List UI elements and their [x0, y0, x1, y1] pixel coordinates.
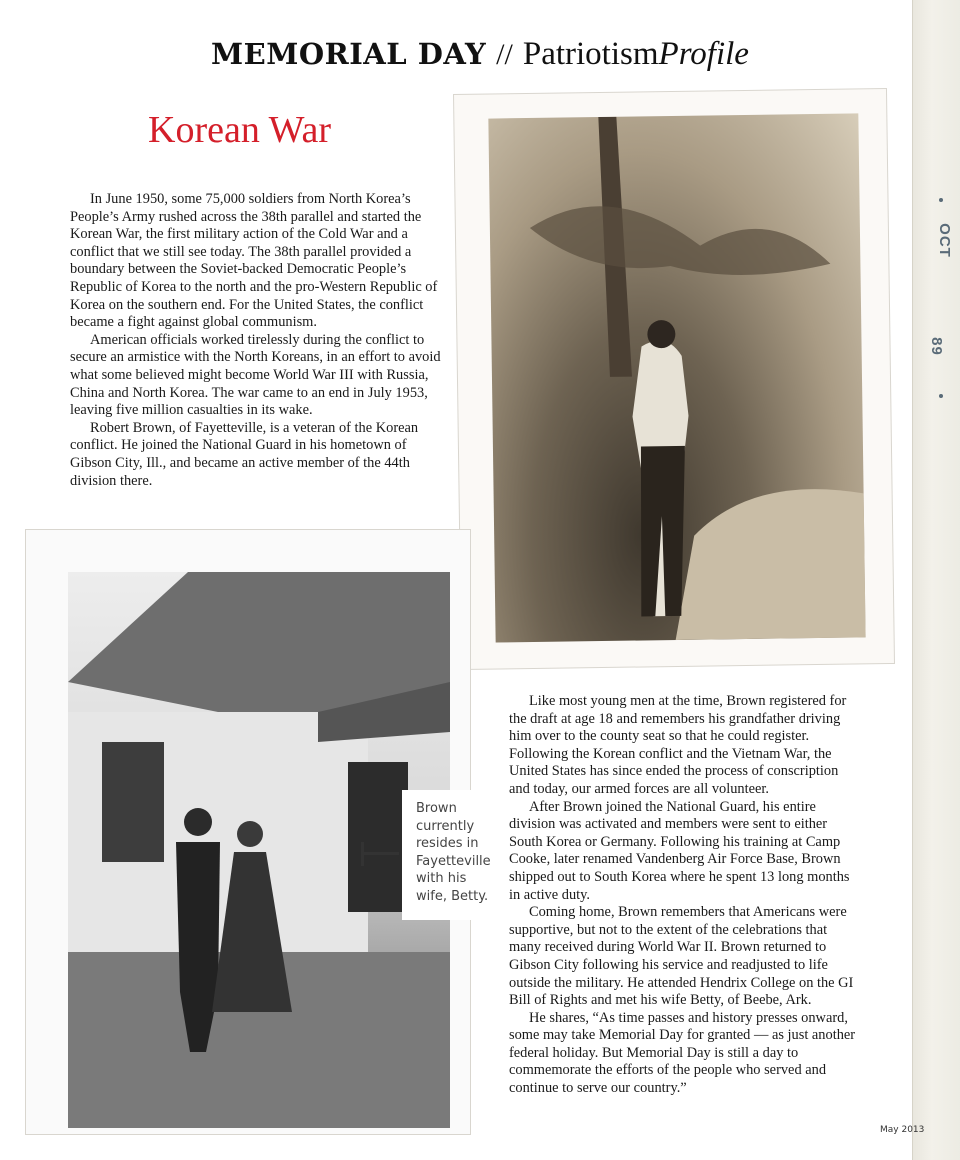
- body-paragraph: Like most young men at the time, Brown registered for the draft at age 18 and remembers his grandfather driving him over to the county seat so that he could register. Following the Korean conflict and the Vietnam War, the United States has since ended the process of conscription and today, our armed forces are all volunteer.: [509, 693, 847, 797]
- article-column-right: [509, 693, 857, 1098]
- edge-stamp-month: OCT: [935, 223, 953, 258]
- caption-pointer-line: [361, 852, 399, 855]
- body-paragraph: After Brown joined the National Guard, his entire division was activated and members were sent to either South Korea or Germany. Following his training at Camp Cooke, later renamed Vandenberg Air Force Base, Brown shipped out to South Korea where he spent 13 long months in active duty.: [509, 798, 850, 903]
- scrapbook-edge-strip: [912, 0, 960, 1160]
- series-label: Patriotism: [522, 36, 659, 72]
- photo-man-on-cliff: [454, 89, 894, 669]
- article-column-left: [70, 191, 442, 490]
- header-separator: //: [496, 38, 513, 71]
- body-paragraph: In June 1950, some 75,000 soldiers from North Korea’s People’s Army rushed across the 38th parallel and started the Korean War, the first military action of the Cold War and a conflict that we still see today. The 38th parallel provided a boundary between the Soviet-backed Democratic People’s Republic of Korea to the north and the pro-Western Republic of Korea on the southern end. For the United States, the conflict became a fight against global communism.: [70, 191, 438, 331]
- edge-dot: [939, 198, 943, 202]
- series-label-italic: Profile: [658, 36, 749, 72]
- body-paragraph: Robert Brown, of Fayetteville, is a veteran of the Korean conflict. He joined the National Guard in his hometown of Gibson City, Ill., and became an active member of the 44th division there.: [70, 419, 419, 489]
- body-paragraph: Coming home, Brown remembers that Americans were supportive, but not to the extent of the celebrations that many received during World War II. Brown returned to Gibson City following his service and readjusted to life outside the military. He attended Hendrix College on the GI Bill of Rights and met his wife Betty, of Beebe, Ark.: [509, 904, 854, 1009]
- body-paragraph: American officials worked tirelessly during the conflict to secure an armistice with the North Koreans, in an effort to avoid what some believed might become World War III with Russia, China and North Korea. The war came to an end in July 1953, leaving five million casualties in its wake.: [70, 331, 441, 419]
- section-label: MEMORIAL DAY: [211, 37, 487, 71]
- body-paragraph: He shares, “As time passes and history presses onward, some may take Memorial Day for granted — as just another federal holiday. But Memorial Day is still a day to commemorate the efforts of the people who served and continue to serve our country.”: [509, 1009, 856, 1097]
- issue-date: May 2013: [880, 1125, 925, 1135]
- photo-image: [68, 572, 450, 1128]
- photo-illustration: [68, 572, 450, 1128]
- photo-caption: Brown currently resides in Fayetteville with his wife, Betty.: [402, 790, 494, 920]
- photo-image: [488, 113, 865, 642]
- page-header: [0, 36, 960, 73]
- photo-illustration: [488, 113, 865, 642]
- edge-dot: [939, 394, 943, 398]
- article-title: Korean War: [148, 109, 331, 151]
- edge-stamp-number: 89: [927, 337, 945, 356]
